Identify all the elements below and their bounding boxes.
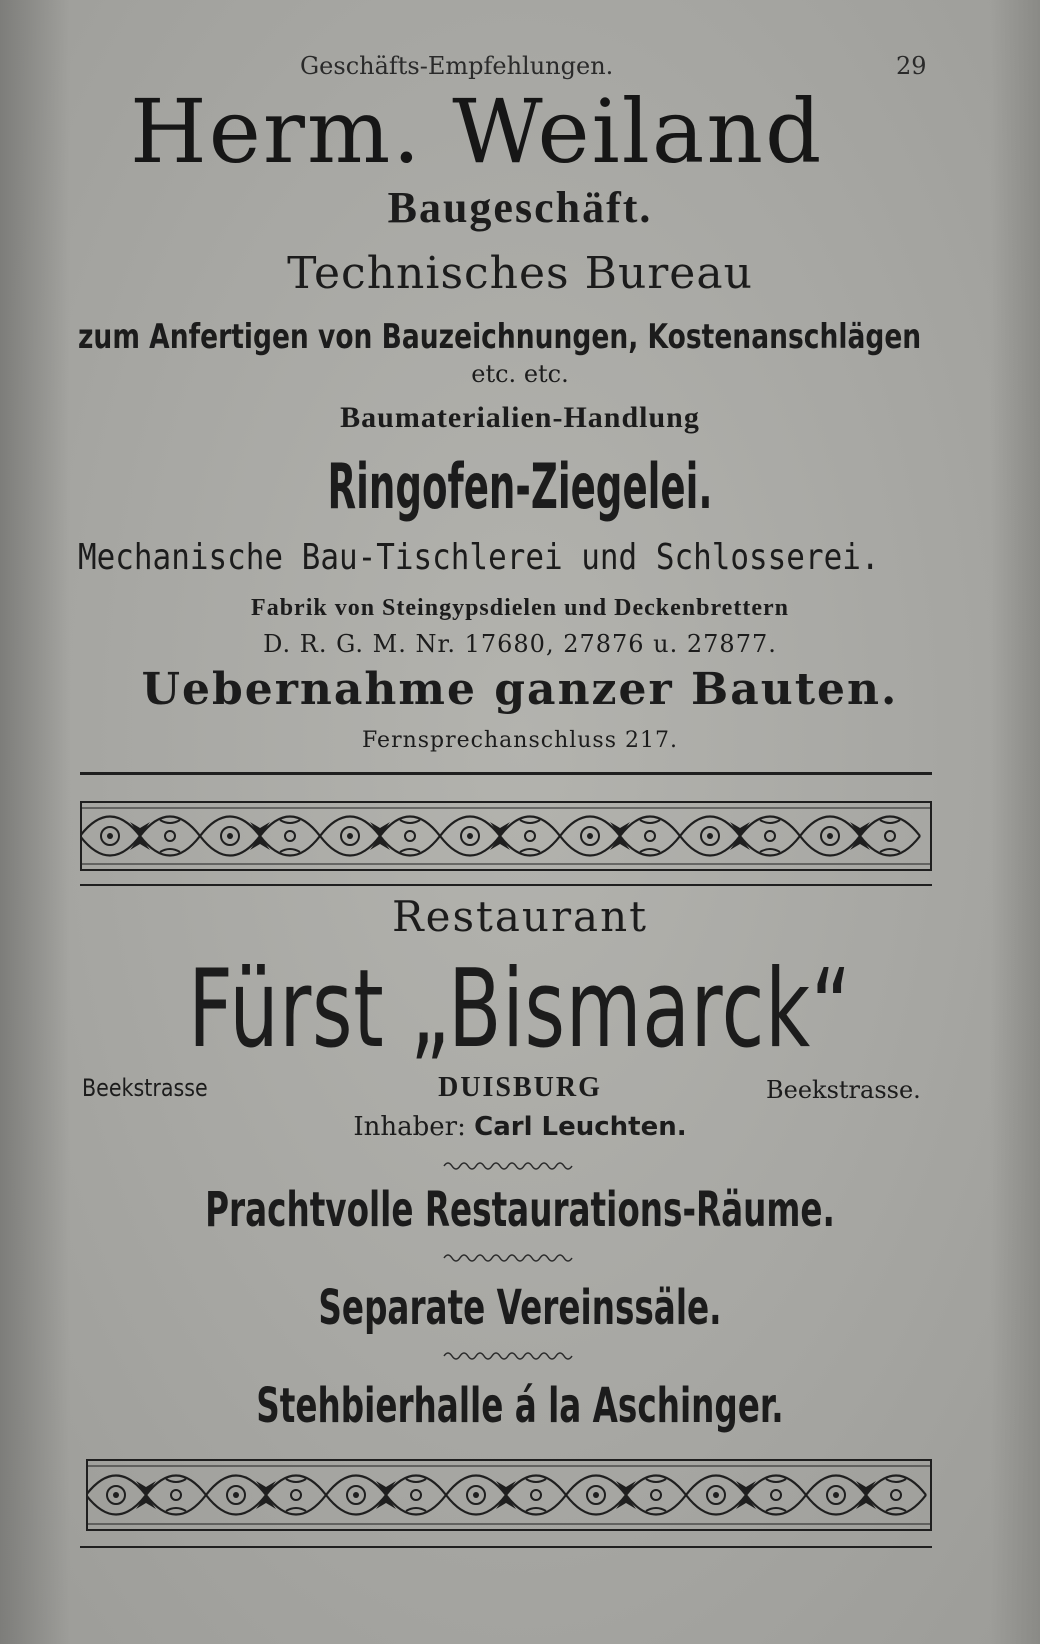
divider-rule-bottom	[80, 1546, 932, 1548]
divider-rule-2	[80, 884, 932, 886]
owner-name: Carl Leuchten.	[474, 1112, 687, 1142]
page-shadow-right	[990, 0, 1040, 1644]
feature-beerhall: Stehbierhalle á la Aschinger.	[256, 1378, 784, 1434]
phone-line: Fernsprechanschluss 217.	[362, 728, 678, 753]
street-right: Beekstrasse.	[766, 1076, 921, 1104]
restaurant-name: Fürst „Bismarck“	[188, 947, 852, 1072]
feature-halls: Separate Vereinssäle.	[318, 1280, 722, 1336]
materials-trade: Baumaterialien-Handlung	[340, 401, 700, 434]
factory-line: Fabrik von Steingypsdielen und Deckenbrettern	[251, 595, 789, 621]
running-head: Geschäfts-Empfehlungen.	[300, 52, 614, 80]
bureau-description: zum Anfertigen von Bauzeichnungen, Kostenanschlägen	[78, 317, 922, 357]
brickworks: Ringofen-Ziegelei.	[327, 450, 713, 523]
firm-type: Baugeschäft.	[387, 183, 653, 232]
bureau-title: Technisches Bureau	[287, 248, 753, 299]
ornament-band-bottom	[86, 1458, 932, 1532]
feature-rooms: Prachtvolle Restaurations-Räume.	[205, 1182, 835, 1238]
ornament-band-top	[80, 800, 932, 872]
city-name: DUISBURG	[438, 1072, 602, 1103]
firm-name: Herm. Weiland	[130, 80, 824, 183]
page-number: 29	[896, 52, 927, 80]
wave-divider-3	[0, 1350, 1040, 1362]
etc-line: etc. etc.	[471, 360, 569, 388]
wave-divider-1	[0, 1160, 1040, 1172]
divider-rule	[80, 772, 932, 775]
joinery-line: Mechanische Bau-Tischlerei und Schlosserei.	[78, 537, 880, 578]
wave-divider-2	[0, 1252, 1040, 1264]
page-shadow-left	[0, 0, 70, 1644]
patent-numbers: D. R. G. M. Nr. 17680, 27876 u. 27877.	[263, 630, 777, 658]
street-left: Beekstrasse	[82, 1074, 208, 1102]
restaurant-heading: Restaurant	[391, 892, 649, 941]
owner-line	[0, 1114, 1040, 1140]
owner-label: Inhaber:	[353, 1112, 466, 1142]
takeover-line: Uebernahme ganzer Bauten.	[141, 664, 899, 715]
